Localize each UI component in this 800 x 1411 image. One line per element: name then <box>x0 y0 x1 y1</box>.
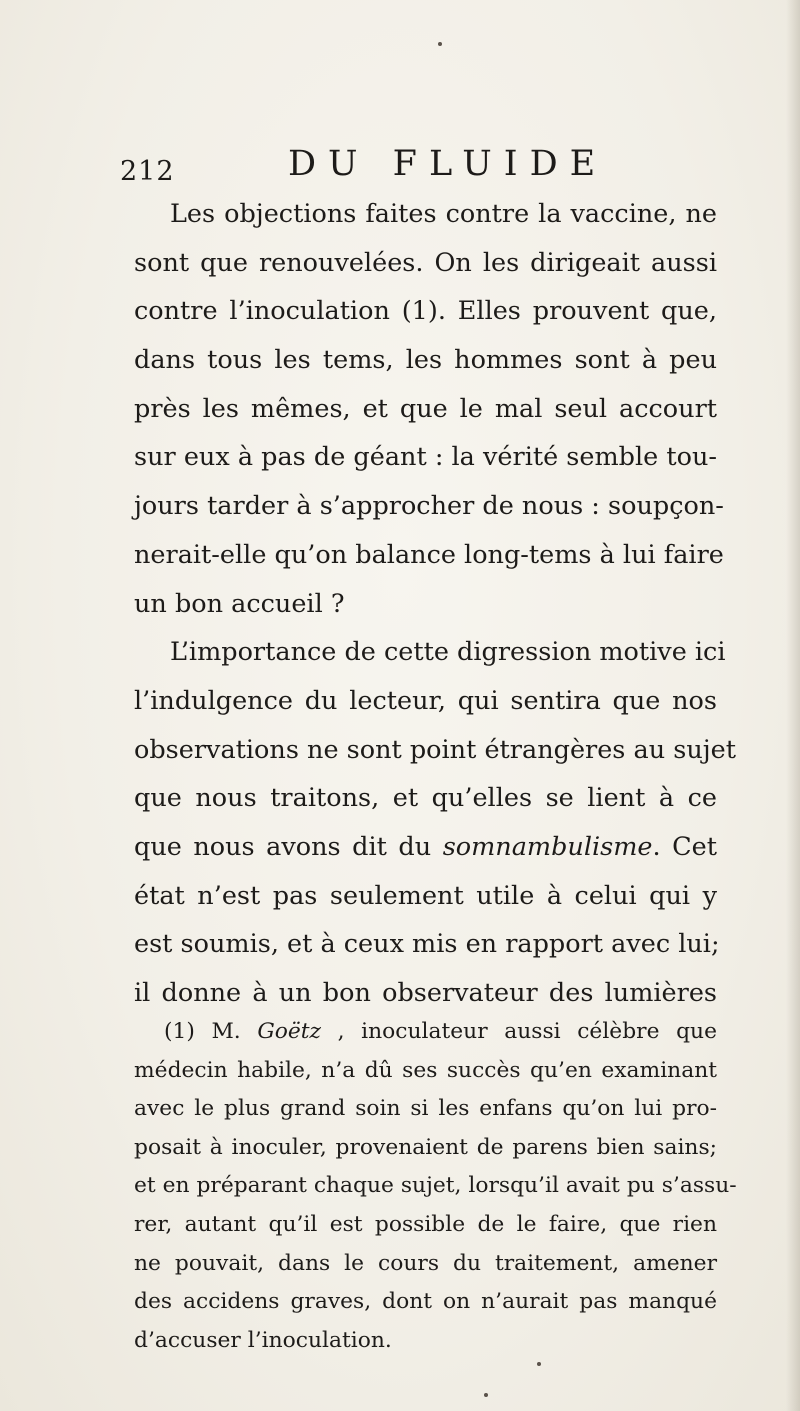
page-number: 212 <box>120 156 175 187</box>
ink-speck <box>484 1393 488 1397</box>
italic-name: Goëtz <box>257 1019 322 1044</box>
footnote-line: ne pouvait, dans le cours du traitement, amener <box>134 1250 717 1276</box>
text-line: sur eux à pas de géant : la vérité semble tou- <box>134 442 717 473</box>
text-line: que nous traitons, et qu’elles se lient à ce <box>134 783 717 814</box>
text-line: près les mêmes, et que le mal seul accourt <box>134 393 717 424</box>
text-line: Les objections faites contre la vaccine, ne <box>170 199 717 229</box>
text-line: contre l’inoculation (1). Elles prouvent que, <box>134 296 717 327</box>
footnote-line: médecin habile, n’a dû ses succès qu’en examinant <box>134 1057 717 1083</box>
text-line: est soumis, et à ceux mis en rapport avec lui; <box>134 929 720 960</box>
text-line: nerait-elle qu’on balance long-tems à lui faire <box>134 539 724 570</box>
page-edge-shadow <box>786 0 800 1411</box>
text-segment: . Cet <box>652 831 718 862</box>
main-text <box>134 190 736 1018</box>
footnote-line: des accidens graves, dont on n’aurait pas manqué <box>134 1289 717 1315</box>
text-segment: que nous avons dit du <box>134 831 432 862</box>
text-line: sont que renouvelées. On les dirigeait aussi <box>134 247 717 278</box>
footnote-line: rer, autant qu’il est possible de le faire, que rien <box>134 1211 717 1237</box>
text-line: observations ne sont point étrangères au sujet <box>134 734 736 765</box>
italic-term: somnambulisme <box>442 831 653 862</box>
ink-speck <box>438 42 442 46</box>
footnote-line: d’accuser l’inoculation. <box>134 1327 392 1353</box>
page-header <box>120 138 720 188</box>
text-line: il donne à un bon observateur des lumières <box>134 978 717 1008</box>
text-segment: , inoculateur aussi célèbre que <box>337 1019 717 1044</box>
text-line <box>134 823 717 872</box>
text-line: un bon accueil ? <box>134 588 345 619</box>
footnote-line: avec le plus grand soin si les enfans qu’on lui pro- <box>134 1096 717 1122</box>
footnote-line <box>134 1013 717 1052</box>
text-line: état n’est pas seulement utile à celui qui y <box>134 880 717 911</box>
text-line: jours tarder à s’approcher de nous : soupçon- <box>134 491 724 522</box>
footnote-line: et en préparant chaque sujet, lorsqu’il avait pu s’assu- <box>134 1173 737 1199</box>
ink-speck <box>537 1362 541 1366</box>
text-line: l’indulgence du lecteur, qui sentira que nos <box>134 685 717 716</box>
running-head: DU FLUIDE <box>288 144 608 184</box>
text-line: dans tous les tems, les hommes sont à peu <box>134 345 717 376</box>
text-line: L’importance de cette digression motive ici <box>170 637 726 668</box>
footnote-marker: (1) M. <box>164 1019 241 1044</box>
footnote-line: posait à inoculer, provenaient de parens bien sains; <box>134 1134 717 1160</box>
footnote <box>134 1013 737 1360</box>
